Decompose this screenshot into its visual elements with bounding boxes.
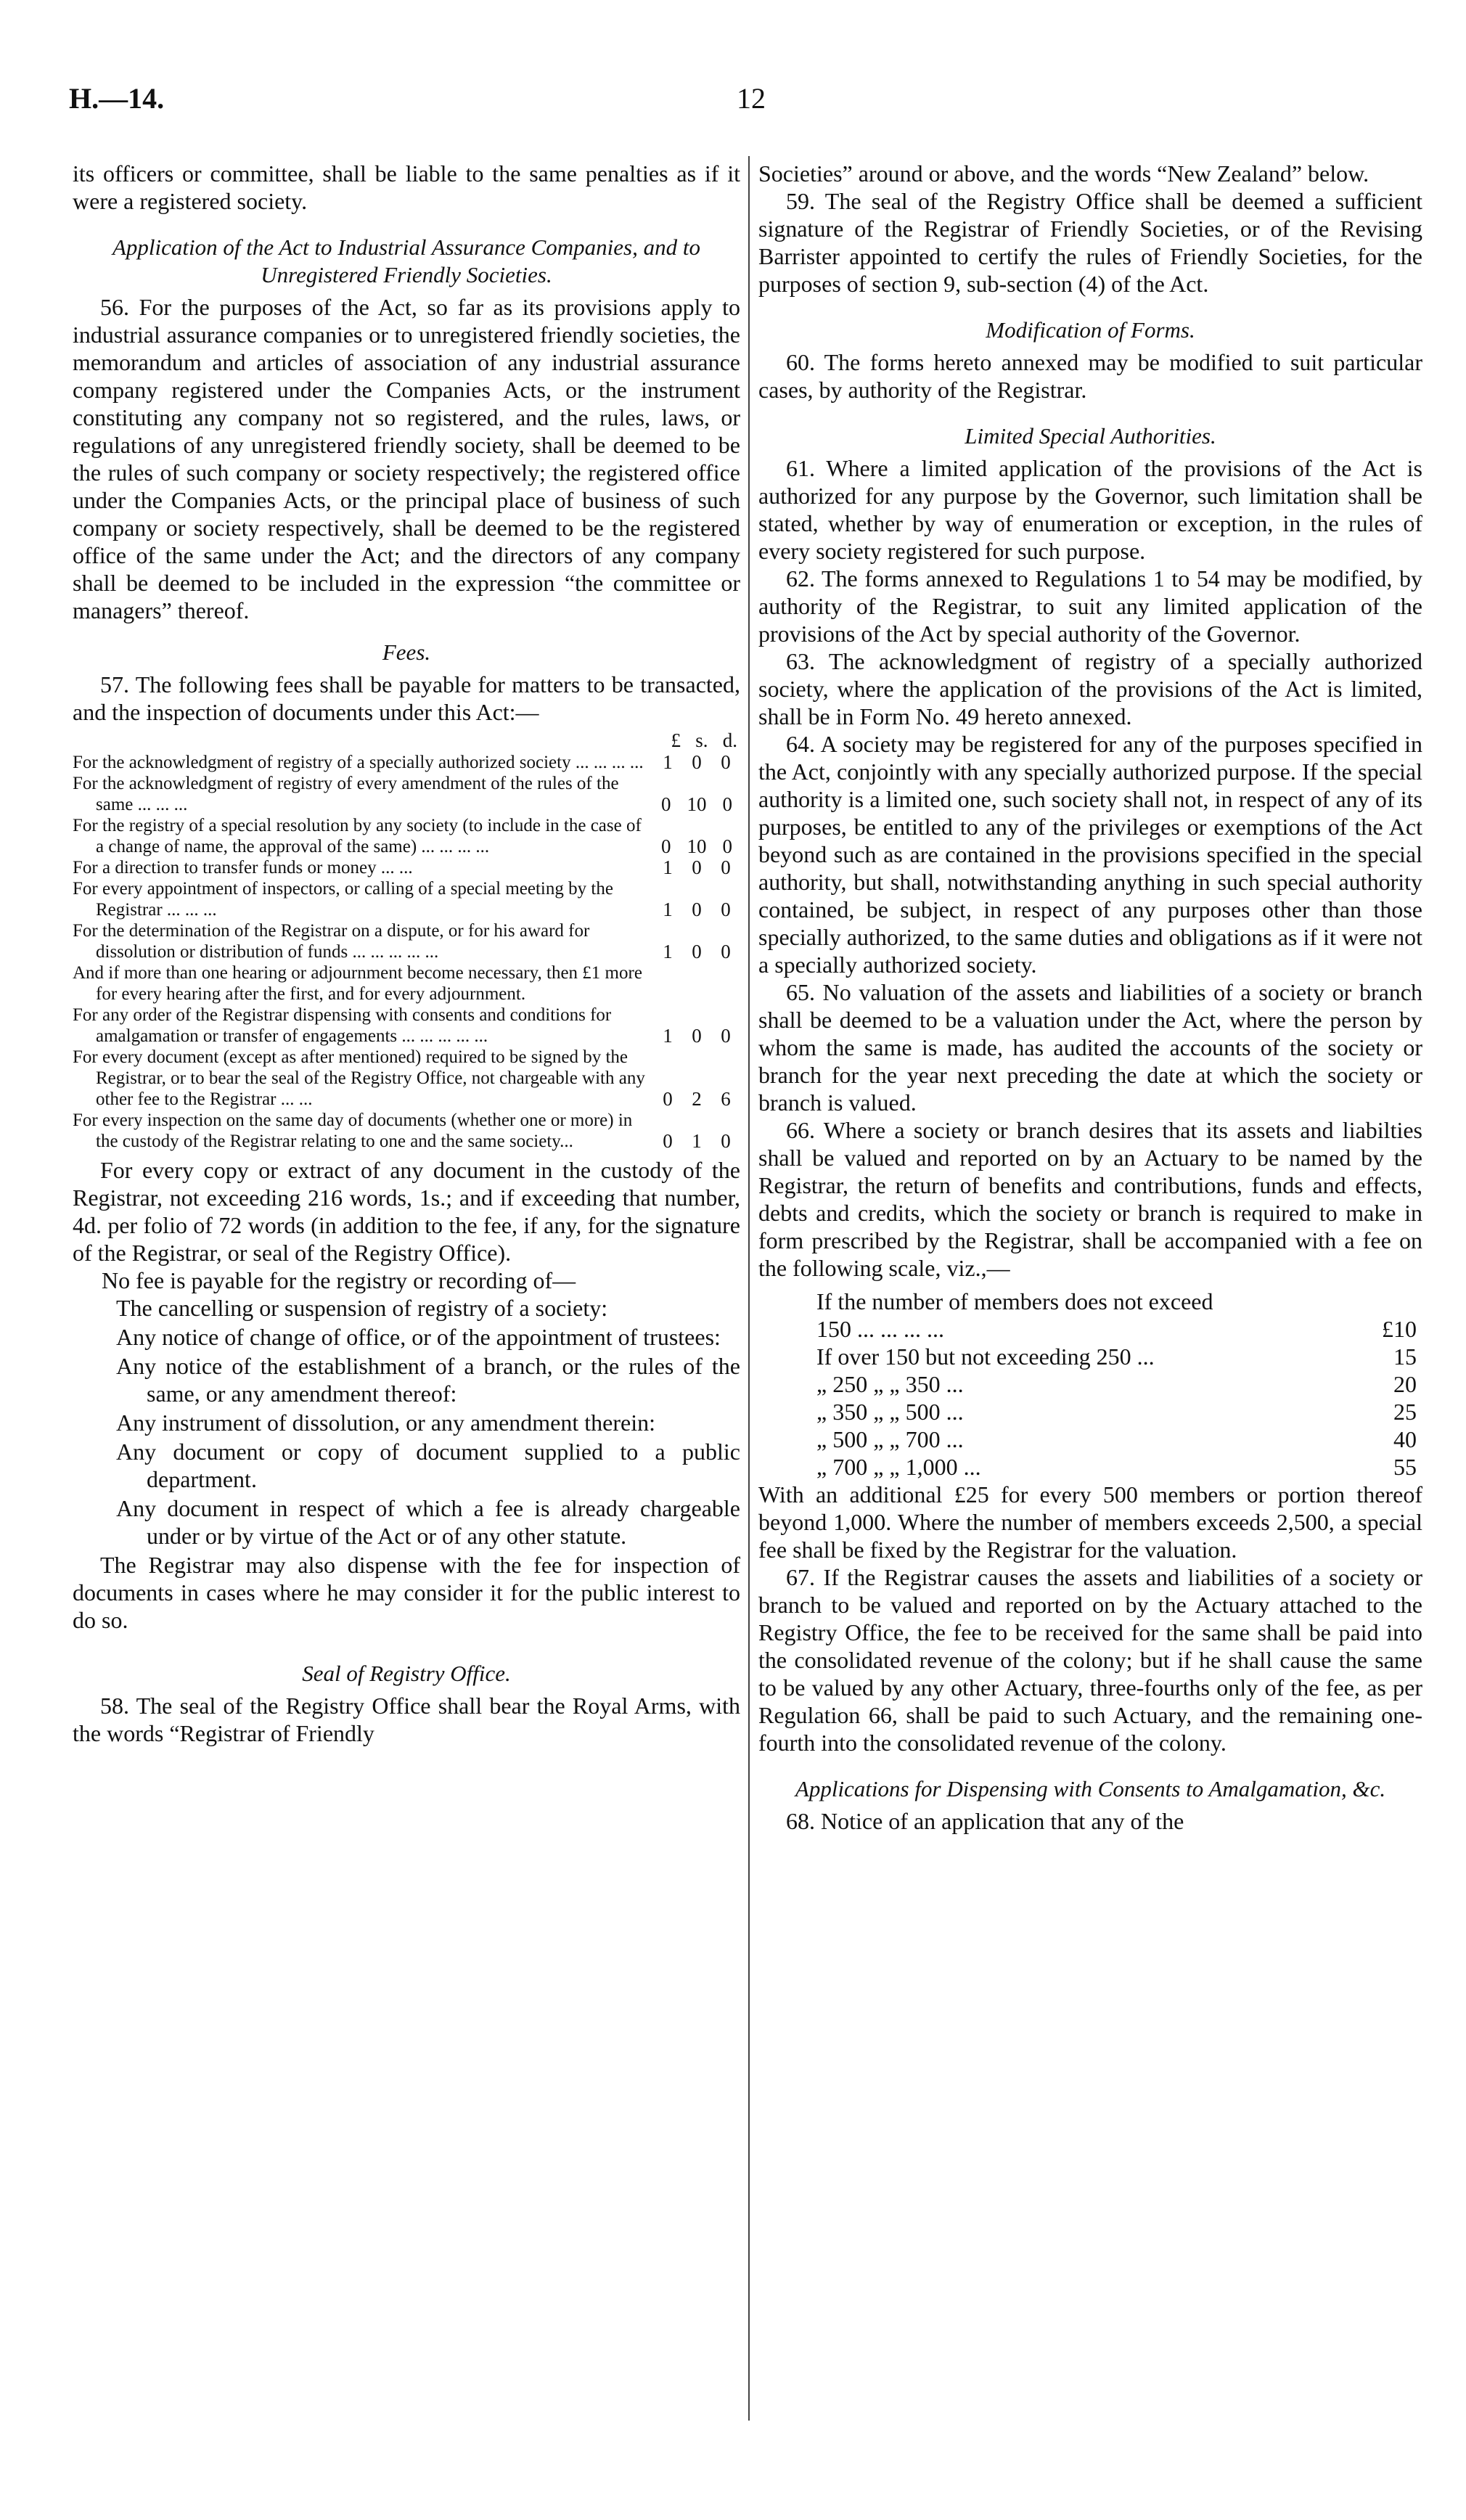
scale-label: „ 350 „ „ 500 ... — [816, 1399, 964, 1425]
para-67: 67. If the Registrar causes the assets and liabilities of a society or branch to be valued and reported on by the Actuary attached to the Registry Office, the fee to be received for the same shall be paid into the consolidated revenue of the colony; but if he shall cause the same to be valued by any other Actuary, three-fourths only of the fee, as per Regulation 66, shall be paid to such Actuary, and the remaining one-fourth into the consolidated revenue of the colony. — [758, 1564, 1422, 1756]
para-58-continued: Societies” around or above, and the words “New Zealand” below. — [758, 160, 1369, 187]
fee-description: And if more than one hearing or adjournment become necessary, then £1 more for every hearing after the first, and for every adjournment. — [73, 963, 642, 1004]
fee-description: For any order of the Registrar dispensing with consents and conditions for amalgamation or transfer of engagements ... ... ... ... ... — [73, 1005, 612, 1046]
fee-pounds: 0 — [663, 1088, 673, 1110]
fee-shillings: 0 — [692, 941, 702, 962]
fee-pounds: 1 — [663, 899, 673, 920]
list-item: The cancelling or suspension of registry of a society: — [116, 1295, 608, 1321]
fee-pence: 0 — [721, 899, 731, 920]
fee-pence: 6 — [721, 1088, 731, 1110]
fee-pounds: 1 — [663, 856, 673, 878]
heading-limited: Limited Special Authorities. — [965, 423, 1216, 449]
fee-pence: 0 — [722, 835, 732, 857]
scale-label: „ 250 „ „ 350 ... — [816, 1371, 964, 1397]
scale-row — [758, 1370, 1422, 1398]
fee-pounds: 0 — [661, 793, 671, 815]
fee-row — [73, 962, 740, 1005]
scale-amount: 20 — [1393, 1371, 1417, 1397]
fee-pounds: 1 — [663, 1025, 673, 1047]
heading-seal: Seal of Registry Office. — [302, 1661, 511, 1686]
scale-amount: 15 — [1393, 1343, 1417, 1370]
scale-amount: 55 — [1393, 1454, 1417, 1480]
para-dispense: The Registrar may also dispense with the fee for inspection of documents in cases where he may consider it for the public interest to do so. — [73, 1552, 740, 1633]
fee-description: For a direction to transfer funds or money ... ... — [73, 858, 413, 878]
fee-shillings: 1 — [692, 1130, 702, 1152]
heading-applications: Applications for Dispensing with Consents to Amalgamation, &c. — [795, 1776, 1386, 1801]
valuation-fee-scale — [758, 1288, 1422, 1481]
para-copy-fee: For every copy or extract of any document in the custody of the Registrar, not exceeding 216 words, 1s.; and if exceeding that number, 4d. per folio of 72 words (in addition to the fee, if any, for the signature of the Registrar, or seal of the Registry Office). — [73, 1157, 740, 1266]
fee-shillings: 2 — [692, 1088, 702, 1110]
fee-description: For every document (except as after mentioned) required to be signed by the Registrar, or to bear the seal of the Registry Office, not chargeable with any other fee to the Registrar ... ... — [73, 1047, 645, 1109]
para-66: 66. Where a society or branch desires that its assets and liabilties shall be valued and reported on by an Actuary to be named by the Registrar, the return of benefits and contributions, funds and effects, debts and credits, which the society or branch is required to make in form prescribed by the Registrar, shall be accompanied with a fee on the following scale, viz.,— — [758, 1117, 1422, 1281]
fee-pence: 0 — [721, 1130, 731, 1152]
page-header — [69, 81, 1419, 125]
fee-pounds: 0 — [663, 1130, 673, 1152]
fee-row — [73, 1005, 740, 1047]
scale-row — [758, 1398, 1422, 1425]
fee-shillings: 10 — [687, 793, 707, 815]
para-57: 57. The following fees shall be payable for matters to be transacted, and the inspection of documents under this Act:— — [73, 671, 740, 725]
para-61: 61. Where a limited application of the provisions of the Act is authorized for any purpose by the Governor, such limitation shall be stated, whether by way of enumeration or exception, in the rules of every society registered for such purpose. — [758, 455, 1422, 564]
scale-amount: £10 — [1382, 1316, 1417, 1342]
fee-description: For every appointment of inspectors, or calling of a special meeting by the Registrar ... ... ... — [73, 879, 613, 920]
fee-row — [73, 815, 740, 857]
para-62: 62. The forms annexed to Regulations 1 to 54 may be modified, by authority of the Registrar, to suit any limited application of the provisions of the Act by special authority of the Governor. — [758, 565, 1422, 647]
fee-pounds: 1 — [663, 751, 673, 773]
fee-shillings: 0 — [692, 751, 702, 773]
column-divider — [748, 156, 750, 2421]
fee-pence: 0 — [721, 856, 731, 878]
scale-row — [758, 1425, 1422, 1453]
fee-pence: 0 — [721, 1025, 731, 1047]
para-64: 64. A society may be registered for any of the purposes specified in the Act, conjointly with any specially authorized purpose. If the special authority is a limited one, such society shall not, in respect of any of its purposes, be entitled to any of the privileges or exemptions of the Act beyond such as are contained in the provisions specified in the special authority, but shall, notwithstanding anything in such special authority contained, be subject, in respect of any purposes other than those specially authorized, to the same duties and obligations as if it were not a specially authorized society. — [758, 731, 1422, 978]
fee-pence: 0 — [721, 751, 731, 773]
para-65: 65. No valuation of the assets and liabilities of a society or branch shall be deemed to be a valuation under the Act, where the person by whom the same is made, has audited the accounts of the society or branch for the year next preceding the date at which the society or branch is valued. — [758, 979, 1422, 1116]
scale-row — [758, 1315, 1422, 1343]
fee-description: For the registry of a special resolution by any society (to include in the case of a change of name, the approval of the same) ... ... ... ... — [73, 816, 642, 856]
fee-pounds: 1 — [663, 941, 673, 962]
scale-label: 150 ... ... ... ... — [816, 1316, 944, 1342]
fee-row — [73, 878, 740, 920]
list-item: Any instrument of dissolution, or any amendment therein: — [116, 1410, 655, 1436]
heading-fees: Fees. — [382, 639, 431, 665]
fee-description: For every inspection on the same day of documents (whether one or more) in the custody of the Registrar relating to one and the same society... — [73, 1110, 633, 1151]
scale-row — [758, 1453, 1422, 1481]
fee-pence: 0 — [721, 941, 731, 962]
fee-header-shillings: s. — [695, 729, 708, 751]
fee-description: For the acknowledgment of registry of a specially authorized society ... ... ... ... — [73, 753, 644, 772]
fee-shillings: 0 — [692, 1025, 702, 1047]
para-68: 68. Notice of an application that any of the — [786, 1808, 1184, 1834]
fee-row — [73, 1047, 740, 1110]
intro-paragraph: its officers or committee, shall be liable to the same penalties as if it were a registered society. — [73, 160, 740, 214]
list-item: Any notice of change of office, or of the appointment of trustees: — [116, 1324, 721, 1350]
scale-label: „ 700 „ „ 1,000 ... — [816, 1454, 981, 1480]
para-60: 60. The forms hereto annexed may be modified to suit particular cases, by authority of the Registrar. — [758, 349, 1422, 403]
para-56: 56. For the purposes of the Act, so far as its provisions apply to industrial assurance companies or to unregistered friendly societies, the memorandum and articles of association of any industrial assurance company registered under the Companies Acts, or the instrument constituting any company not so registered, and the rules, laws, or regulations of any unregistered friendly society, shall be deemed to be the rules of such company or society respectively; the registered office under the Companies Acts, or the principal place of business of such company or society respectively, shall be deemed to be the registered office of the same under the Act; and the directors of any company shall be deemed to be included in the expression “the committee or managers” thereof. — [73, 294, 740, 623]
scale-label: If over 150 but not exceeding 250 ... — [816, 1343, 1155, 1370]
fee-header-pence: d. — [722, 729, 737, 751]
heading-forms: Modification of Forms. — [986, 317, 1195, 343]
scale-amount: 25 — [1393, 1399, 1417, 1425]
scale-label: „ 500 „ „ 700 ... — [816, 1426, 964, 1452]
page-number: 12 — [737, 82, 766, 115]
fee-description: For the acknowledgment of registry of every amendment of the rules of the same ... ... ... — [73, 774, 619, 814]
fee-table-header — [73, 729, 737, 752]
scale-amount: 40 — [1393, 1426, 1417, 1452]
para-58: 58. The seal of the Registry Office shall bear the Royal Arms, with the words “Registrar of Friendly — [73, 1693, 740, 1746]
fee-row — [73, 773, 740, 815]
para-59: 59. The seal of the Registry Office shall be deemed a sufficient signature of the Registrar of Friendly Societies, or of the Revising Barrister appointed to certify the rules of Friendly Societies, for the purposes of section 9, sub-section (4) of the Act. — [758, 188, 1422, 297]
list-item: Any document or copy of document supplied to a public department. — [116, 1439, 740, 1492]
para-additional-fee: With an additional £25 for every 500 members or portion thereof beyond 1,000. Where the number of members exceeds 2,500, a special fee shall be fixed by the Registrar for the valuation. — [758, 1481, 1422, 1563]
series-label: H.—14. — [69, 82, 165, 115]
fee-table — [73, 752, 740, 1152]
right-column — [758, 160, 1422, 1835]
scale-row — [758, 1343, 1422, 1370]
no-fee-list — [73, 1294, 740, 1550]
fee-shillings: 10 — [687, 835, 707, 857]
fee-row — [73, 752, 740, 773]
fee-shillings: 0 — [692, 899, 702, 920]
list-item: Any document in respect of which a fee is already chargeable under or by virtue of the Act or of any other statute. — [116, 1495, 740, 1549]
para-63: 63. The acknowledgment of registry of a specially authorized society, where the application of the provisions of the Act is limited, shall be in Form No. 49 hereto annexed. — [758, 648, 1422, 729]
fee-header-pounds: £ — [671, 729, 681, 751]
fee-row — [73, 920, 740, 962]
fee-shillings: 0 — [692, 856, 702, 878]
fee-row — [73, 1110, 740, 1152]
fee-row — [73, 857, 740, 878]
fee-description: For the determination of the Registrar on a dispute, or for his award for dissolution or distribution of funds ... ... ... ... ... — [73, 921, 590, 962]
fee-pounds: 0 — [661, 835, 671, 857]
list-item: Any notice of the establishment of a branch, or the rules of the same, or any amendment thereof: — [116, 1353, 740, 1407]
no-fee-intro: No fee is payable for the registry or recording of— — [102, 1267, 576, 1293]
heading-application: Application of the Act to Industrial Assurance Companies, and to Unregistered Friendly Societies. — [112, 234, 700, 287]
scale-intro: If the number of members does not exceed — [816, 1288, 1213, 1314]
left-column — [73, 160, 740, 1747]
fee-pence: 0 — [722, 793, 732, 815]
